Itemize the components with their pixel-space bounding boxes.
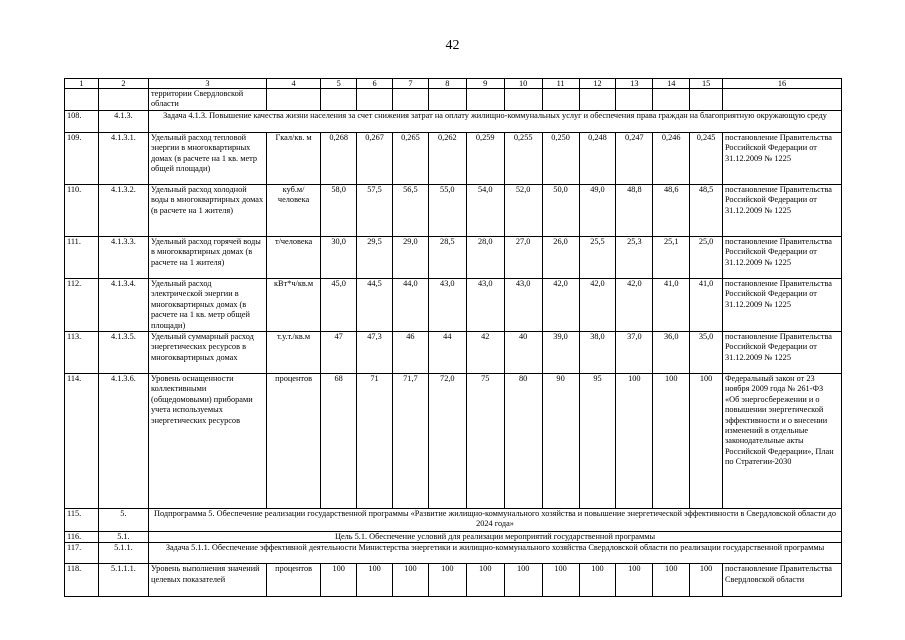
header-row	[65, 79, 842, 89]
row-number: 114.	[65, 374, 99, 509]
value-cell: 25,5	[579, 237, 616, 279]
continuation-row	[65, 89, 842, 111]
source-cell: Федеральный закон от 23 ноября 2009 года № 261-ФЗ «Об энергосбережении и о повышении энергетической эффективности и о внесении изменений в отдельные законодательные акты Российской Федерации», План по Стратегии-2030	[722, 374, 841, 509]
row-code: 4.1.3.	[98, 111, 148, 133]
value-cell: 47,3	[357, 332, 393, 374]
section-row	[65, 532, 842, 543]
value-cell: 25,0	[690, 237, 723, 279]
row-code: 4.1.3.3.	[98, 237, 148, 279]
value-cell: 95	[579, 374, 616, 509]
value-cell: 0,262	[428, 133, 466, 185]
value-cell: 100	[428, 564, 466, 597]
value-cell: 28,5	[428, 237, 466, 279]
row-number: 109.	[65, 133, 99, 185]
indicator-row	[65, 564, 842, 597]
value-cell: 44,0	[392, 279, 428, 332]
value-cell: 38,0	[579, 332, 616, 374]
header-cell: 7	[392, 79, 428, 89]
source-cell: постановление Правительства Российской Федерации от 31.12.2009 № 1225	[722, 279, 841, 332]
value-cell: 42,0	[616, 279, 653, 332]
indicator-name: Удельный суммарный расход энергетических ресурсов в многоквартирных домах	[149, 332, 267, 374]
value-cell: 25,3	[616, 237, 653, 279]
value-cell: 25,1	[653, 237, 690, 279]
value-cell: 0,265	[392, 133, 428, 185]
value-cell: 68	[321, 374, 357, 509]
header-cell: 16	[722, 79, 841, 89]
value-cell: 0,245	[690, 133, 723, 185]
value-cell: 0,246	[653, 133, 690, 185]
value-cell: 40	[504, 332, 542, 374]
page-number: 42	[445, 38, 460, 53]
value-cell: 57,5	[357, 185, 393, 237]
header-cell: 10	[504, 79, 542, 89]
value-cell: 0,247	[616, 133, 653, 185]
indicator-name: Уровень оснащенности коллективными (общедомовыми) приборами учета используемых энергетических ресурсов	[149, 374, 267, 509]
row-number: 116.	[65, 532, 99, 543]
row-code: 5.1.1.1.	[98, 564, 148, 597]
header-cell: 5	[321, 79, 357, 89]
value-cell: 48,8	[616, 185, 653, 237]
value-cell: 55,0	[428, 185, 466, 237]
source-cell: постановление Правительства Российской Федерации от 31.12.2009 № 1225	[722, 133, 841, 185]
value-cell: 50,0	[542, 185, 579, 237]
value-cell: 26,0	[542, 237, 579, 279]
value-cell: 0,267	[357, 133, 393, 185]
header-cell: 13	[616, 79, 653, 89]
value-cell: 41,0	[690, 279, 723, 332]
header-cell: 2	[98, 79, 148, 89]
value-cell: 47	[321, 332, 357, 374]
section-text: Подпрограмма 5. Обеспечение реализации государственной программы «Развитие жилищно-коммунального хозяйства и повышение энергетической эффективности в Свердловской области до 2024 года»	[149, 509, 842, 532]
row-code: 4.1.3.5.	[98, 332, 148, 374]
value-cell: 42	[466, 332, 504, 374]
unit-cell: процентов	[266, 564, 320, 597]
value-cell: 44	[428, 332, 466, 374]
indicators-table	[64, 78, 842, 597]
row-number: 113.	[65, 332, 99, 374]
value-cell: 100	[616, 374, 653, 509]
value-cell: 80	[504, 374, 542, 509]
source-cell: постановление Правительства Российской Федерации от 31.12.2009 № 1225	[722, 332, 841, 374]
row-number: 110.	[65, 185, 99, 237]
value-cell: 0,248	[579, 133, 616, 185]
indicator-name: Удельный расход горячей воды в многоквартирных домах (в расчете на 1 жителя)	[149, 237, 267, 279]
header-cell: 12	[579, 79, 616, 89]
row-code: 4.1.3.6.	[98, 374, 148, 509]
value-cell: 100	[504, 564, 542, 597]
row-code: 5.	[98, 509, 148, 532]
value-cell: 71,7	[392, 374, 428, 509]
value-cell: 44,5	[357, 279, 393, 332]
unit-cell: т.у.т./кв.м	[266, 332, 320, 374]
row-code: 4.1.3.1.	[98, 133, 148, 185]
header-cell: 6	[357, 79, 393, 89]
header-cell: 14	[653, 79, 690, 89]
row-number: 112.	[65, 279, 99, 332]
value-cell: 75	[466, 374, 504, 509]
header-cell: 3	[149, 79, 267, 89]
value-cell: 56,5	[392, 185, 428, 237]
row-number: 108.	[65, 111, 99, 133]
value-cell: 0,250	[542, 133, 579, 185]
value-cell: 43,0	[466, 279, 504, 332]
row-number: 117.	[65, 543, 99, 564]
indicator-row	[65, 279, 842, 332]
row-number: 115.	[65, 509, 99, 532]
source-cell: постановление Правительства Российской Федерации от 31.12.2009 № 1225	[722, 185, 841, 237]
value-cell: 37,0	[616, 332, 653, 374]
indicator-name: Удельный расход электрической энергии в многоквартирных домах (в расчете на 1 кв. метр общей площади)	[149, 279, 267, 332]
value-cell: 27,0	[504, 237, 542, 279]
value-cell: 100	[690, 564, 723, 597]
value-cell: 41,0	[653, 279, 690, 332]
value-cell: 28,0	[466, 237, 504, 279]
row-number: 111.	[65, 237, 99, 279]
value-cell: 54,0	[466, 185, 504, 237]
value-cell: 48,6	[653, 185, 690, 237]
unit-cell: Гкал/кв. м	[266, 133, 320, 185]
value-cell: 29,5	[357, 237, 393, 279]
value-cell: 72,0	[428, 374, 466, 509]
header-cell: 11	[542, 79, 579, 89]
task-text: Задача 4.1.3. Повышение качества жизни населения за счет снижения затрат на оплату жилищно-коммунальных услуг и обеспечения права граждан на благоприятную окружающую среду	[149, 111, 842, 133]
unit-cell: кВт*ч/кв.м	[266, 279, 320, 332]
source-cell: постановление Правительства Российской Федерации от 31.12.2009 № 1225	[722, 237, 841, 279]
value-cell: 35,0	[690, 332, 723, 374]
indicator-row	[65, 332, 842, 374]
value-cell: 30,0	[321, 237, 357, 279]
task-row	[65, 111, 842, 133]
value-cell: 52,0	[504, 185, 542, 237]
indicator-name: Удельный расход холодной воды в многоквартирных домах (в расчете на 1 жителя)	[149, 185, 267, 237]
value-cell: 42,0	[542, 279, 579, 332]
value-cell: 36,0	[653, 332, 690, 374]
value-cell: 58,0	[321, 185, 357, 237]
value-cell: 100	[392, 564, 428, 597]
header-cell: 15	[690, 79, 723, 89]
header-cell: 9	[466, 79, 504, 89]
value-cell: 100	[357, 564, 393, 597]
value-cell: 48,5	[690, 185, 723, 237]
value-cell: 0,255	[504, 133, 542, 185]
row-number: 118.	[65, 564, 99, 597]
indicator-row	[65, 374, 842, 509]
section-row	[65, 509, 842, 532]
header-cell: 4	[266, 79, 320, 89]
value-cell: 100	[653, 564, 690, 597]
row-code: 4.1.3.4.	[98, 279, 148, 332]
value-cell: 100	[579, 564, 616, 597]
value-cell: 43,0	[428, 279, 466, 332]
value-cell: 100	[466, 564, 504, 597]
row-code: 5.1.	[98, 532, 148, 543]
value-cell: 100	[321, 564, 357, 597]
value-cell: 100	[690, 374, 723, 509]
indicator-name: Удельный расход тепловой энергии в многоквартирных домах (в расчете на 1 кв. метр общей площади)	[149, 133, 267, 185]
source-cell: постановление Правительства Свердловской области	[722, 564, 841, 597]
value-cell: 45,0	[321, 279, 357, 332]
row-code: 4.1.3.2.	[98, 185, 148, 237]
header-cell: 8	[428, 79, 466, 89]
value-cell: 71	[357, 374, 393, 509]
value-cell: 42,0	[579, 279, 616, 332]
unit-cell: процентов	[266, 374, 320, 509]
header-cell: 1	[65, 79, 99, 89]
unit-cell: куб.м/ человека	[266, 185, 320, 237]
indicator-row	[65, 185, 842, 237]
row-code: 5.1.1.	[98, 543, 148, 564]
value-cell: 29,0	[392, 237, 428, 279]
value-cell: 0,268	[321, 133, 357, 185]
value-cell: 43,0	[504, 279, 542, 332]
section-row	[65, 543, 842, 564]
indicator-row	[65, 237, 842, 279]
value-cell: 39,0	[542, 332, 579, 374]
value-cell: 0,259	[466, 133, 504, 185]
indicator-name: территории Свердловской области	[149, 89, 267, 111]
value-cell: 100	[653, 374, 690, 509]
indicator-row	[65, 133, 842, 185]
section-text: Цель 5.1. Обеспечение условий для реализации мероприятий государственной программы	[149, 532, 842, 543]
value-cell: 49,0	[579, 185, 616, 237]
value-cell: 100	[542, 564, 579, 597]
value-cell: 46	[392, 332, 428, 374]
section-text: Задача 5.1.1. Обеспечение эффективной деятельности Министерства энергетики и жилищно-коммунального хозяйства Свердловской области по реализации государственной программы	[149, 543, 842, 564]
value-cell: 100	[616, 564, 653, 597]
unit-cell: т/человека	[266, 237, 320, 279]
indicator-name: Уровень выполнения значений целевых показателей	[149, 564, 267, 597]
value-cell: 90	[542, 374, 579, 509]
